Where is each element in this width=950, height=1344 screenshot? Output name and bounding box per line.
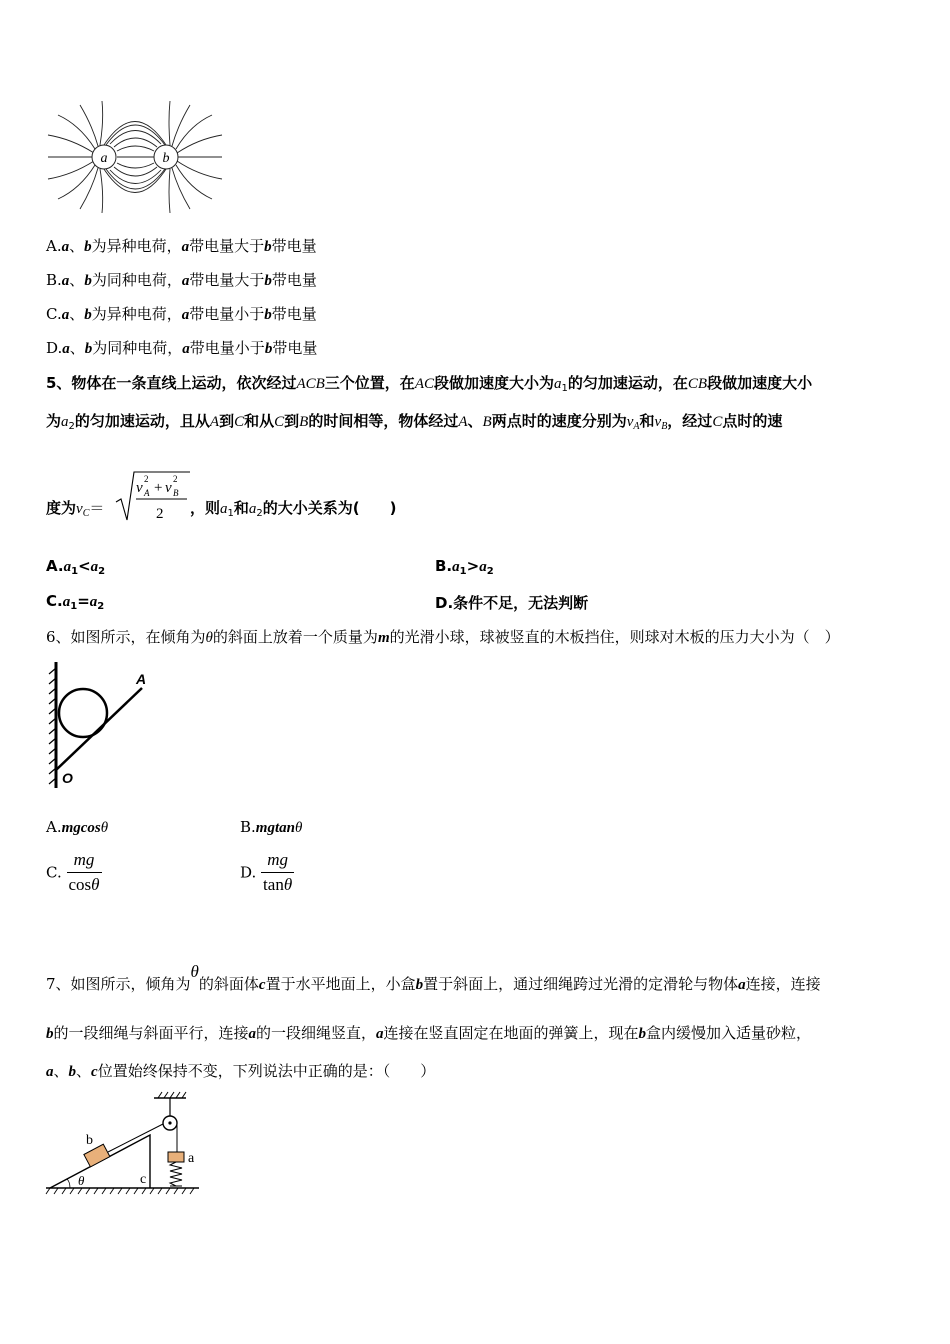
formula-sq-a: 2 <box>144 474 149 484</box>
pulley-incline-figure <box>44 1090 204 1200</box>
q6-option-a[interactable]: A.mgcosθ <box>46 818 109 836</box>
charge-a-label: a <box>100 151 108 166</box>
formula-sub-a: A <box>144 488 150 498</box>
q4-option-c[interactable]: C.a、b为异种电荷，a带电量小于b带电量 <box>46 305 317 323</box>
q5-option-d[interactable]: D.条件不足，无法判断 <box>435 594 589 612</box>
ball-incline-figure <box>44 660 154 795</box>
formula-sub-b: B <box>173 488 179 498</box>
q6-option-c[interactable]: C. $\frac{mg}{\cos\theta}$ <box>46 850 100 894</box>
q4-option-a[interactable]: A.a、b为异种电荷，a带电量大于b带电量 <box>46 237 317 255</box>
q5-option-c[interactable]: $C.a_1=a_2$ <box>46 592 105 612</box>
q5-option-b[interactable]: $B.a_1>a_2$ <box>435 557 494 577</box>
q5-option-a[interactable]: $A.a_1<a_2$ <box>46 557 106 577</box>
q6-option-d[interactable]: D. $\frac{mg}{\tan\theta}$ <box>240 850 293 894</box>
fraction-mg-tan: $\frac{mg}{\tan\theta}$ <box>263 850 293 894</box>
sqrt-formula <box>114 468 194 524</box>
q6-stem: 6、如图所示，在倾角为θ的斜面上放着一个质量为m的光滑小球，球被竖直的木板挡住，则球对木板的压力大小为（ ） <box>46 628 840 646</box>
field-lines-figure <box>40 95 230 215</box>
formula-plus: + <box>154 480 163 496</box>
box-b-label: b <box>86 1133 93 1148</box>
q7-line-2: b的一段细绳与斜面平行，连接a的一段细绳竖直，a连接在竖直固定在地面的弹簧上，现在b盒内缓慢加入适量砂粒， <box>46 1024 812 1042</box>
formula-vb: v <box>165 480 172 496</box>
q5-line-2: 为$a_2$的匀加速运动，且从A到C和从C到B的时间相等，物体经过A、B两点时的速度分别为$v_A$和$v_B$，经过C点时的速 <box>46 412 783 432</box>
formula-va: v <box>136 480 143 496</box>
incline-c-label: c <box>140 1172 147 1187</box>
q7-line-3: a、b、c位置始终保持不变，下列说法中正确的是：（ ） <box>46 1062 436 1080</box>
box-a-label: a <box>188 1151 195 1166</box>
charge-b-label: b <box>162 151 170 166</box>
q7-line-1: 7、如图所示，倾角为θ的斜面体c置于水平地面上，小盒b置于斜面上，通过细绳跨过光滑的定滑轮与物体a连接，连接 <box>46 962 821 993</box>
q4-option-d[interactable]: D.a、b为同种电荷，a带电量小于b带电量 <box>46 339 318 357</box>
angle-theta-label: θ <box>78 1173 85 1188</box>
point-o-label: O <box>62 770 73 786</box>
formula-sq-b: 2 <box>173 474 178 484</box>
q5-line-3-suffix: ，则$a_1$和$a_2$的大小关系为( ) <box>190 499 397 519</box>
q5-line-1: 5、物体在一条直线上运动，依次经过ACB三个位置，在AC段做加速度大小为$a_1$的匀加速运动，在CB段做加速度大小 <box>46 374 813 394</box>
q6-option-b[interactable]: B.mgtanθ <box>240 818 303 836</box>
q5-line-3-prefix: 度为$v_C=$ <box>46 499 105 519</box>
fraction-mg-cos: $\frac{mg}{\cos\theta}$ <box>68 850 100 894</box>
formula-denominator: 2 <box>156 506 164 522</box>
q4-option-b[interactable]: B.a、b为同种电荷，a带电量大于b带电量 <box>46 271 317 289</box>
point-a-label: A <box>136 671 147 687</box>
